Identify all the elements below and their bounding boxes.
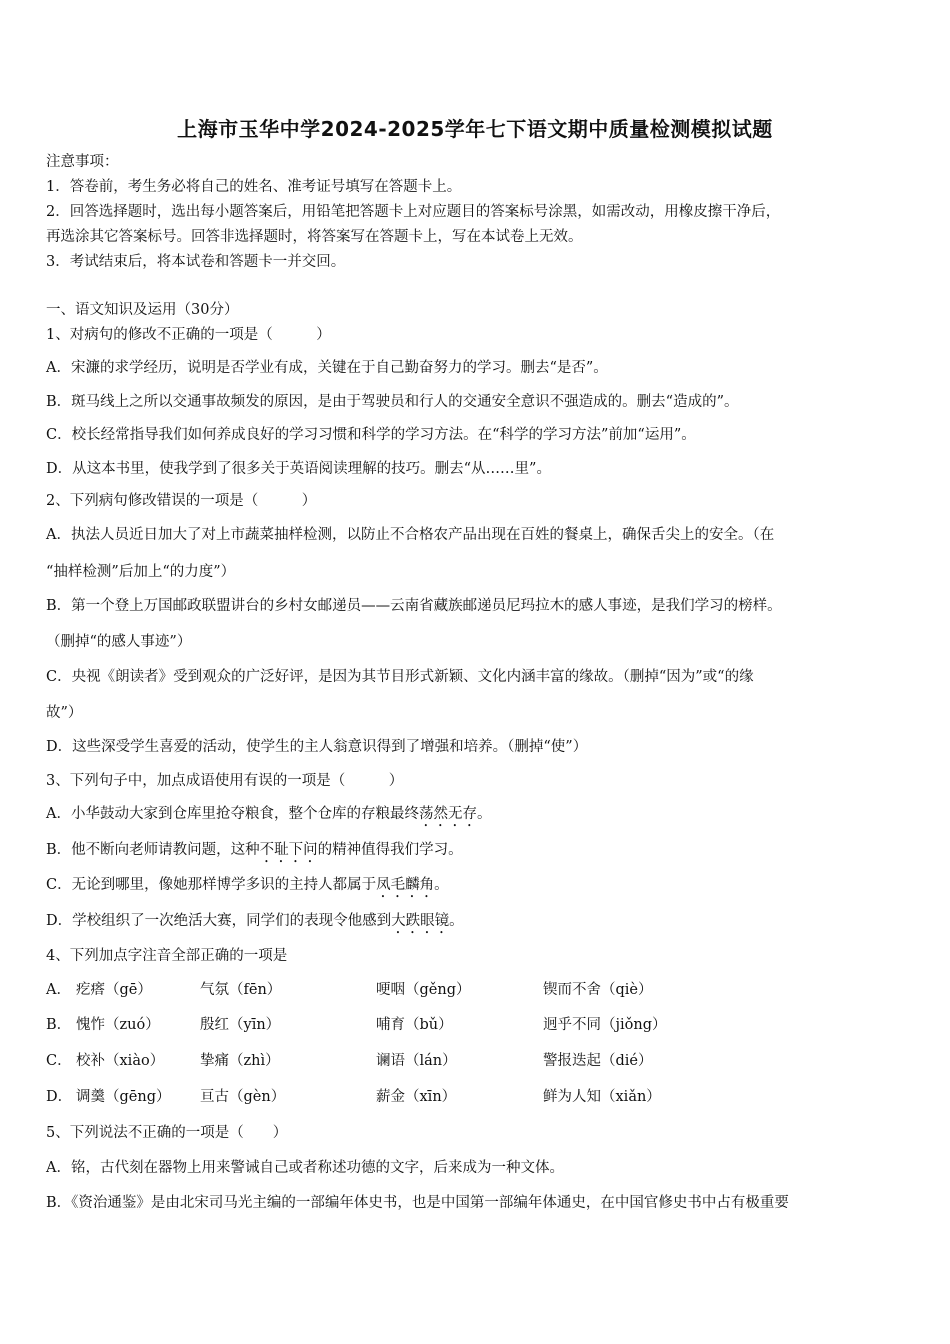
q4-row-label: C． [46, 1053, 72, 1069]
question-3-option-c [46, 875, 449, 901]
question-5-stem: 5、下列说法不正确的一项是（ ） [46, 1125, 288, 1141]
question-1-option-a: A．宋濂的求学经历，说明是否学业有成，关键在于自己勤奋努力的学习。删去“是否”。 [46, 360, 608, 376]
q4-cell: 薪金（xīn） [376, 1089, 457, 1105]
question-1-option-d: D．从这本书里，使我学到了很多关于英语阅读理解的技巧。删去“从……里”。 [46, 461, 551, 477]
question-2-option-a-cont: “抽样检测”后加上“的力度”） [46, 564, 236, 580]
q4-cell: 气氛（fēn） [200, 982, 282, 998]
question-2-stem: 2、下列病句修改错误的一项是（ ） [46, 493, 317, 509]
question-2-option-a: A．执法人员近日加大了对上市蔬菜抽样检测，以防止不合格农产品出现在百姓的餐桌上，确保舌尖上的安全。（在 [46, 527, 775, 543]
q4-cell: 殷红（yīn） [200, 1017, 281, 1033]
q4-cell: 疙瘩（gē） [76, 982, 152, 998]
notice-item-2-cont: 再选涂其它答案标号。回答非选择题时，将答案写在答题卡上，写在本试卷上无效。 [46, 229, 583, 245]
q3a-pre: A．小华鼓动大家到仓库里抢夺粮食，整个仓库的存粮最终 [46, 806, 419, 822]
question-1-option-b: B．斑马线上之所以交通事故频发的原因，是由于驾驶员和行人的交通安全意识不强造成的。删去“造成的”。 [46, 394, 739, 410]
q3c-post: 。 [434, 877, 449, 893]
q4-cell: 锲而不舍（qiè） [543, 982, 653, 998]
q4-cell: 亘古（gèn） [200, 1089, 286, 1105]
notice-heading: 注意事项： [46, 154, 119, 170]
q4-cell: 挚痛（zhì） [200, 1053, 280, 1069]
question-2-option-b: B．第一个登上万国邮政联盟讲台的乡村女邮递员——云南省藏族邮递员尼玛拉木的感人事迹，是我们学习的榜样。 [46, 598, 782, 614]
q3d-pre: D．学校组织了一次绝活大赛，同学们的表现令他感到 [46, 913, 392, 929]
q3b-idiom: 不耻下问 [259, 842, 318, 858]
q4-row-label: A． [46, 982, 71, 998]
q4-cell: 校补（xiào） [76, 1053, 165, 1069]
question-2-option-d: D．这些深受学生喜爱的活动，使学生的主人翁意识得到了增强和培养。（删掉“使”） [46, 739, 588, 755]
q4-cell: 鲜为人知（xiǎn） [543, 1089, 661, 1105]
q4-row-label: D． [46, 1089, 73, 1105]
notice-item-2: 2．回答选择题时，选出每小题答案后，用铅笔把答题卡上对应题目的答案标号涂黑，如需改动，用橡皮擦干净后， [46, 204, 781, 220]
question-2-option-c: C．央视《朗读者》受到观众的广泛好评，是因为其节目形式新颖、文化内涵丰富的缘故。（删掉“因为”或“的缘 [46, 669, 754, 685]
q4-row-label: B． [46, 1017, 72, 1033]
q3b-pre: B．他不断向老师请教问题，这种 [46, 842, 260, 858]
question-3-stem: 3、下列句子中，加点成语使用有误的一项是（ ） [46, 773, 404, 789]
notice-item-3: 3．考试结束后，将本试卷和答题卡一并交回。 [46, 254, 346, 270]
page-title: 上海市玉华中学2024-2025学年七下语文期中质量检测模拟试题 [177, 117, 773, 141]
question-3-option-a [46, 804, 491, 830]
question-5-option-b: B．《资治通鉴》是由北宋司马光主编的一部编年体史书，也是中国第一部编年体通史，在中国官修史书中占有极重要 [46, 1195, 789, 1211]
section-heading: 一、语文知识及运用（30分） [46, 302, 239, 318]
question-2-option-c-cont: 故”） [46, 705, 83, 721]
q4-cell: 调羹（gēng） [76, 1089, 171, 1105]
question-2-option-b-cont: （删掉“的感人事迹”） [46, 634, 192, 650]
q3a-post: 。 [476, 806, 492, 822]
question-1-option-c: C．校长经常指导我们如何养成良好的学习习惯和科学的学习方法。在“科学的学习方法”前加“运用”。 [46, 427, 696, 443]
q3c-pre: C．无论到哪里，像她那样博学多识的主持人都属于 [46, 877, 377, 893]
question-3-option-b [46, 840, 463, 866]
notice-item-1: 1．答卷前，考生务必将自己的姓名、准考证号填写在答题卡上。 [46, 179, 462, 195]
question-1-stem: 1、对病句的修改不正确的一项是（ ） [46, 327, 331, 343]
q3d-post: 。 [449, 913, 464, 929]
question-4-stem: 4、下列加点字注音全部正确的一项是 [46, 948, 288, 964]
q3d-idiom: 大跌眼镜 [391, 913, 450, 929]
q4-cell: 哽咽（gěng） [376, 982, 471, 998]
q4-cell: 愧怍（zuó） [76, 1017, 160, 1033]
q4-cell: 迥乎不同（jiǒng） [543, 1017, 667, 1033]
q4-cell: 哺育（bǔ） [376, 1017, 453, 1033]
q3c-idiom: 凤毛麟角 [376, 877, 435, 893]
q4-cell: 谰语（lán） [376, 1053, 457, 1069]
q4-cell: 警报迭起（dié） [543, 1053, 653, 1069]
q3b-post: 的精神值得我们学习。 [317, 842, 463, 858]
question-5-option-a: A．铭，古代刻在器物上用来警诫自己或者称述功德的文字，后来成为一种文体。 [46, 1160, 564, 1176]
question-3-option-d [46, 911, 464, 937]
q3a-idiom: 荡然无存 [418, 806, 477, 822]
